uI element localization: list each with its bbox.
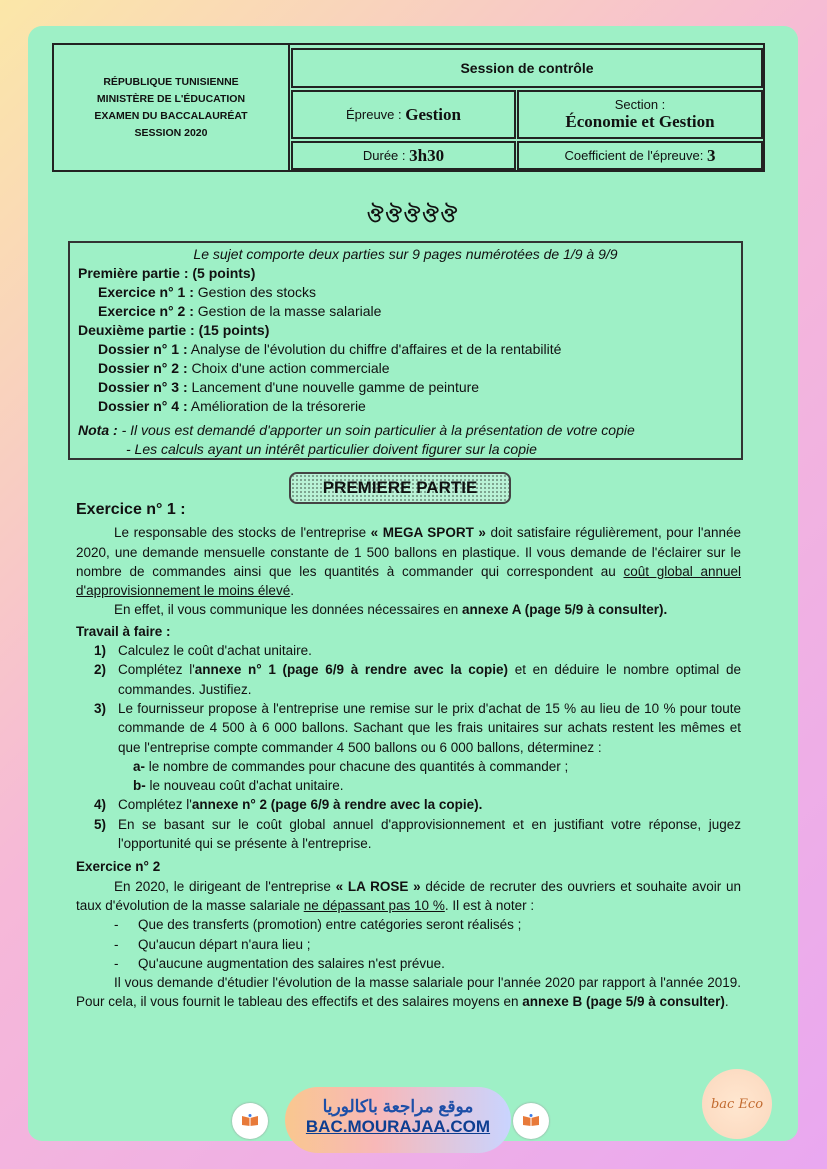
exam-sheet <box>28 26 798 1141</box>
summary-d4: Dossier n° 4 : Amélioration de la trésorerie <box>98 398 366 414</box>
session-type: Session de contrôle <box>291 48 763 88</box>
exercice2-title: Exercice n° 2 <box>76 859 161 875</box>
summary-ex1: Exercice n° 1 : Gestion des stocks <box>98 284 317 300</box>
right-logo-icon <box>513 1103 549 1139</box>
task-5: 5) En se basant sur le coût global annuel d'approvisionnement et en justifiant votre réponse, jugez l'opportunité qui se présente à l'entreprise. <box>94 816 741 852</box>
exam-name: EXAMEN DU BACCALAURÉAT <box>94 109 248 122</box>
coef-cell: Coefficient de l'épreuve: 3 <box>517 141 763 170</box>
task-list <box>76 641 741 853</box>
summary-d2: Dossier n° 2 : Choix d'une action commerciale <box>98 360 390 376</box>
exam-body <box>76 500 741 1012</box>
summary-d1: Dossier n° 1 : Analyse de l'évolution du chiffre d'affaires et de la rentabilité <box>98 341 562 357</box>
bac-eco-badge: bac Eco <box>702 1069 772 1139</box>
duree-value: 3h30 <box>409 145 445 165</box>
epreuve-cell: Épreuve : Gestion <box>291 90 516 139</box>
task-4: 4) Complétez l'annexe n° 2 (page 6/9 à rendre avec la copie). <box>94 797 483 813</box>
session-year: SESSION 2020 <box>134 126 208 139</box>
coef-value: 3 <box>706 145 716 165</box>
exercice1-annexe: En effet, il vous communique les données nécessaires en annexe A (page 5/9 à consulter). <box>114 602 668 618</box>
exercice2-intro: En 2020, le dirigeant de l'entreprise « LA ROSE » décide de recruter des ouvriers et souhaite avoir un taux d'évolution de la masse salariale ne dépassant pas 10 %. Il est à noter : <box>76 878 741 913</box>
task-3a: a- le nombre de commandes pour chacune des quantités à commander ; <box>133 758 569 774</box>
country: RÉPUBLIQUE TUNISIENNE <box>103 75 239 88</box>
site-link[interactable]: BAC.MOURAJAA.COM <box>305 1117 491 1136</box>
site-banner[interactable] <box>285 1087 511 1153</box>
header-table <box>52 43 765 172</box>
travail-a-faire: Travail à faire : <box>76 623 171 639</box>
site-arabic-title: موقع مراجعة باكالوريا <box>322 1097 474 1116</box>
part1-title: Première partie : (5 points) <box>78 265 256 281</box>
part2-title: Deuxième partie : (15 points) <box>78 322 270 338</box>
premiere-partie-banner: PREMIERE PARTIE <box>289 472 511 504</box>
note-item-3: - Qu'aucune augmentation des salaires n'est prévue. <box>114 955 445 971</box>
summary-intro: Le sujet comporte deux parties sur 9 pages numérotées de 1/9 à 9/9 <box>193 246 618 262</box>
exercice1-intro: Le responsable des stocks de l'entreprise « MEGA SPORT » doit satisfaire régulièrement, pour l'année 2020, une demande mensuelle constante de 1 500 ballons en plastique. Il vous demande de l'éclairer sur le nombre de commandes ainsi que les quantités à commander qui correspondent au coût global annuel d'approvisionnement le moins élevé. <box>76 525 742 599</box>
ornament: ঔঔঔঔঔ <box>366 205 460 227</box>
summary-box <box>68 241 743 460</box>
nota-line2: - Les calculs ayant un intérêt particulier doivent figurer sur la copie <box>126 441 537 457</box>
note-item-2: - Qu'aucun départ n'aura lieu ; <box>114 936 311 952</box>
exercice1-title: Exercice n° 1 : <box>76 501 186 518</box>
note-item-1: - Que des transferts (promotion) entre catégories seront réalisés ; <box>114 917 522 933</box>
nota: Nota : - Il vous est demandé d'apporter un soin particulier à la présentation de votre copie <box>78 422 635 438</box>
section-value: Économie et Gestion <box>565 112 715 131</box>
header-institution <box>54 45 290 170</box>
left-logo-icon <box>232 1103 268 1139</box>
ministry: MINISTÈRE DE L'ÉDUCATION <box>96 92 246 105</box>
section-cell: Section : Économie et Gestion <box>517 90 763 139</box>
summary-ex2: Exercice n° 2 : Gestion de la masse salariale <box>98 303 382 319</box>
duree-cell: Durée : 3h30 <box>291 141 516 170</box>
summary-d3: Dossier n° 3 : Lancement d'une nouvelle gamme de peinture <box>98 379 480 395</box>
exercice2-study: Il vous demande d'étudier l'évolution de la masse salariale pour l'année 2020 par rapport à l'année 2019. Pour cela, il vous fournit le tableau des effectifs et des salaires moyens en annexe B (page 5/9 à consulter). <box>76 975 741 1010</box>
task-3b: b- le nouveau coût d'achat unitaire. <box>133 778 344 794</box>
task-3: 3) Le fournisseur propose à l'entreprise une remise sur le prix d'achat de 15 % au lieu de 10 % pour toute commande de 4 500 à 6 000 ballons. Sachant que les frais unitaires sur achats restent les mêmes et que l'entreprise compte commander 4 500 ballons ou 6 000 ballons, déterminez : a- le nombre de commandes pour chacune des quantités à commander ; b- le nouveau coût d'achat unitaire. <box>94 699 741 795</box>
epreuve-value: Gestion <box>405 104 461 124</box>
task-2: 2) Complétez l'annexe n° 1 (page 6/9 à rendre avec la copie) et en déduire le nombre optimal de commandes. Justifiez. <box>94 662 741 697</box>
task-1: 1) Calculez le coût d'achat unitaire. <box>94 643 312 659</box>
